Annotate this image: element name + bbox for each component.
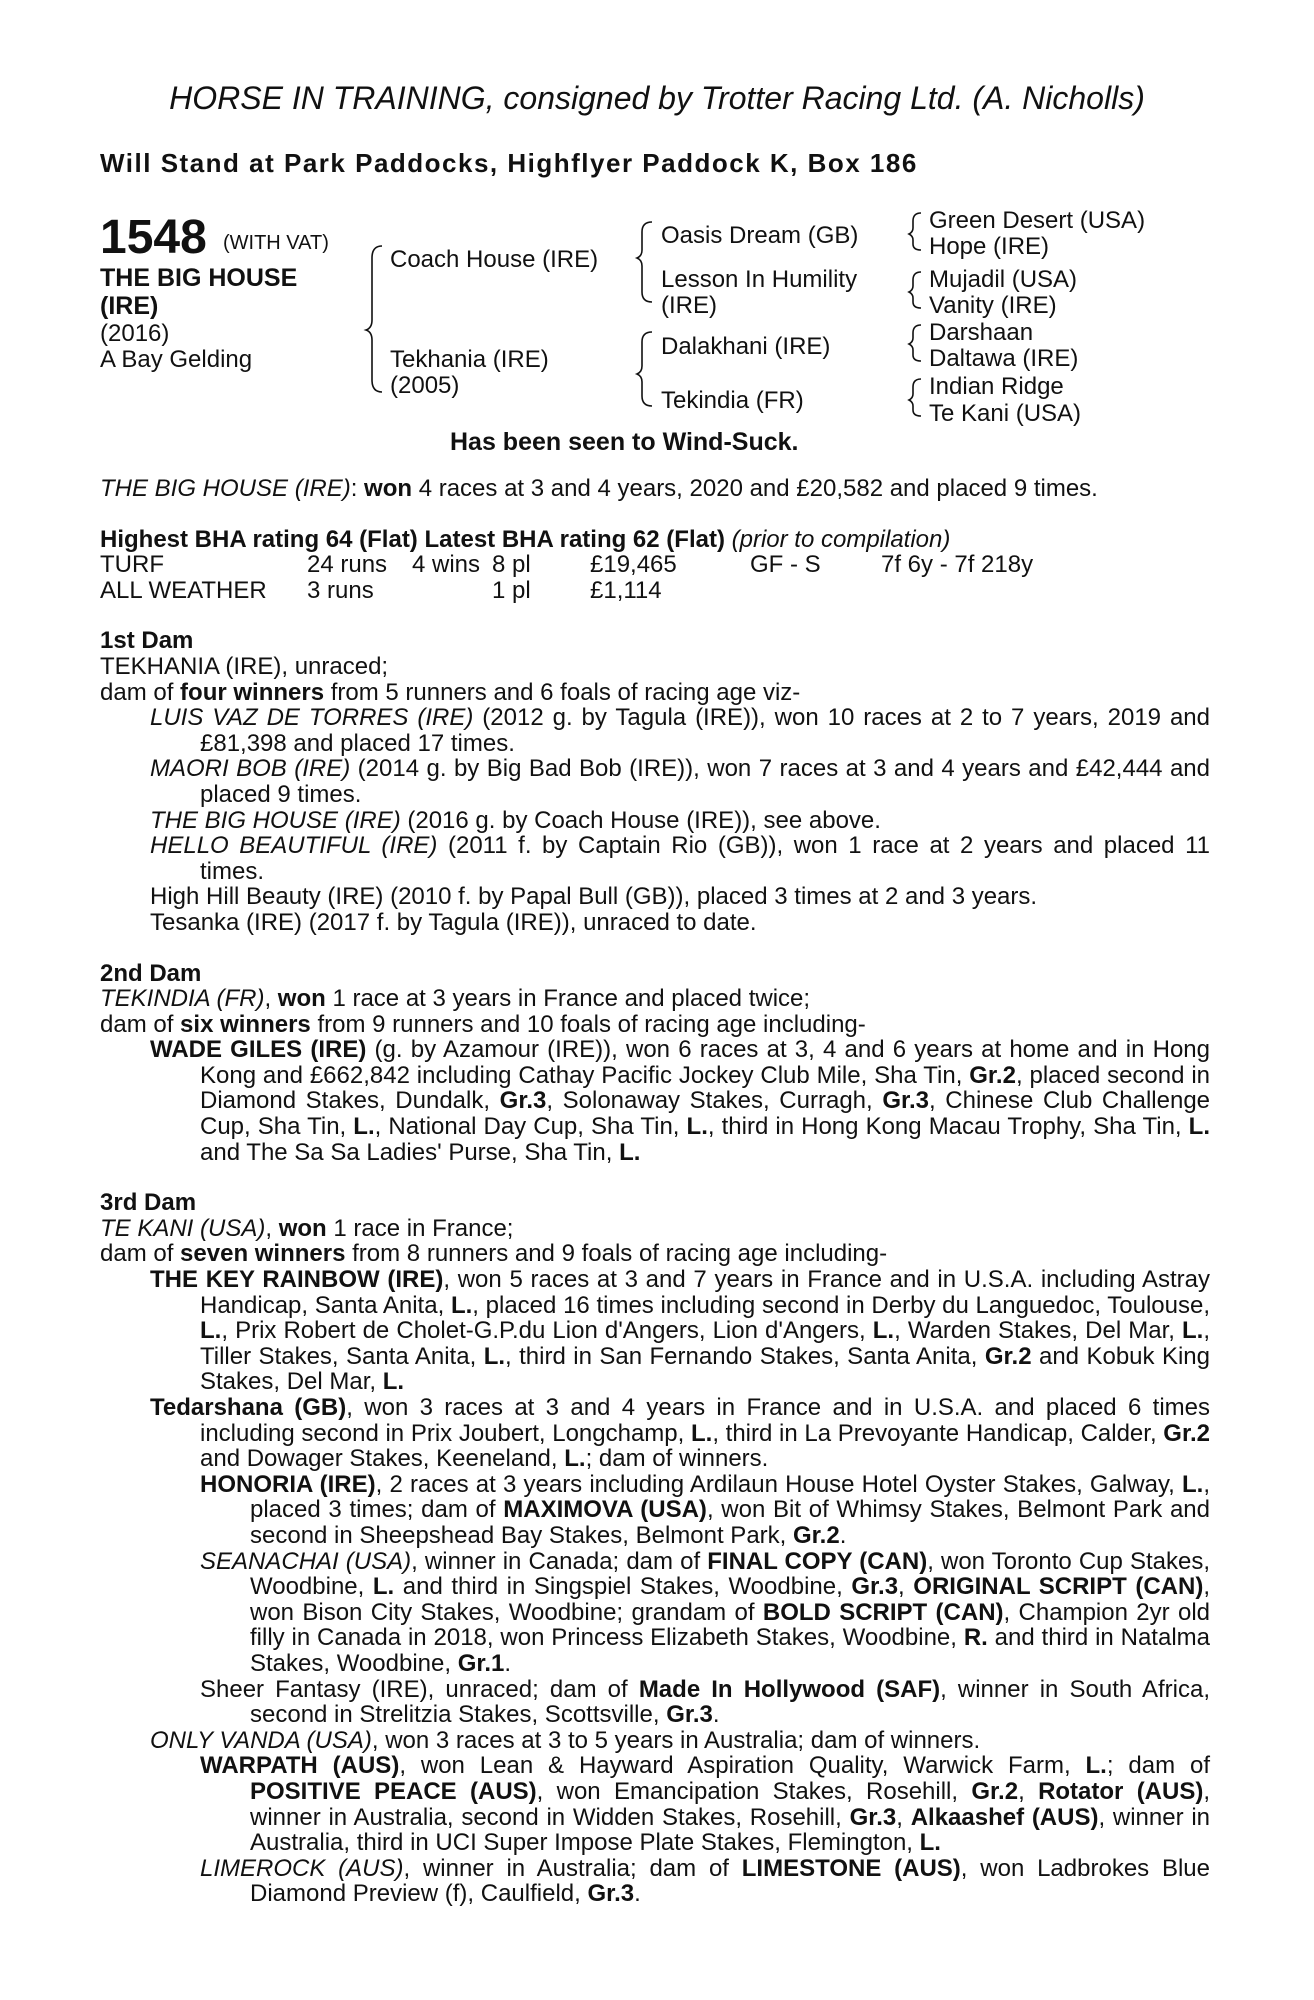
produce-entry: THE BIG HOUSE (IRE) (2016 g. by Coach House (IRE)), see above. xyxy=(150,806,881,834)
first-dam-line: TEKHANIA (IRE), unraced; xyxy=(100,652,389,680)
pedigree-g4: Vanity (IRE) xyxy=(929,292,1057,319)
produce-entry: HONORIA (IRE), 2 races at 3 years including Ardilaun House Hotel Oyster Stakes, Galway, L., placed 3 times; dam of MAXIMOVA (USA), won Bit of Whimsy Stakes, Belmont Park and second in Sheepshead Bay Stakes, Belmont Park, Gr.2. xyxy=(200,1470,1211,1549)
pedigree-dam: Tekhania (IRE) xyxy=(390,346,549,373)
race-summary: THE BIG HOUSE (IRE): won 4 races at 3 and 4 years, 2020 and £20,582 and placed 9 times. xyxy=(100,475,1098,502)
summary-name: THE BIG HOUSE (IRE) xyxy=(100,475,351,502)
lot-number: 1548 xyxy=(100,211,207,264)
pedigree-g7: Indian Ridge xyxy=(929,373,1064,400)
second-dam-produce: dam of six winners from 9 runners and 10 foals of racing age including- xyxy=(100,1010,866,1038)
pedigree-sire-dam-suffix: (IRE) xyxy=(661,292,717,319)
horse-name: THE BIG HOUSE xyxy=(100,264,298,292)
pedigree-brackets xyxy=(0,0,1314,450)
horse-description: A Bay Gelding xyxy=(100,346,253,373)
first-dam-produce: dam of four winners from 5 runners and 6 foals of racing age viz- xyxy=(100,678,801,706)
pedigree-sire-sire: Oasis Dream (GB) xyxy=(661,222,859,249)
horse-year: (2016) xyxy=(100,320,170,347)
pedigree-g2: Hope (IRE) xyxy=(929,233,1050,260)
pedigree-dam-sire: Dalakhani (IRE) xyxy=(661,333,831,360)
produce-entry: High Hill Beauty (IRE) (2010 f. by Papal Bull (GB)), placed 3 times at 2 and 3 years. xyxy=(150,883,1038,911)
produce-entry: WADE GILES (IRE) (g. by Azamour (IRE)), won 6 races at 3, 4 and 6 years at home and in Hong Kong and £662,842 including Cathay Pacific Jockey Club Mile, Sha Tin, Gr.2, placed second in Diamond Stakes, Dundalk, Gr.3, Solonaway Stakes, Curragh, Gr.3, Chinese Club Challenge Cup, Sha Tin, L., National Day Cup, Sha Tin, L., third in Hong Kong Macau Trophy, Sha Tin, L. and The Sa Sa Ladies' Purse, Sha Tin, L. xyxy=(150,1036,1211,1166)
produce-entry: HELLO BEAUTIFUL (IRE) (2011 f. by Captain Rio (GB)), won 1 race at 2 years and placed 11 times. xyxy=(150,832,1211,885)
pedigree-dam-year: (2005) xyxy=(390,372,460,399)
third-dam-heading: 3rd Dam xyxy=(100,1189,197,1217)
pedigree-dam-dam: Tekindia (FR) xyxy=(661,387,804,414)
produce-entry: THE KEY RAINBOW (IRE), won 5 races at 3 and 7 years in France and in U.S.A. including Astray Handicap, Santa Anita, L., placed 16 times including second in Derby du Languedoc, Toulouse, L., Prix Robert de Cholet-G.P.du Lion d'Angers, Lion d'Angers, L., Warden Stakes, Del Mar, L., Tiller Stakes, Santa Anita, L., third in San Fernando Stakes, Santa Anita, Gr.2 and Kobuk King Stakes, Del Mar, L. xyxy=(150,1266,1211,1396)
produce-entry: Tesanka (IRE) (2017 f. by Tagula (IRE)), unraced to date. xyxy=(150,908,757,936)
stand-location: Will Stand at Park Paddocks, Highflyer Paddock K, Box 186 xyxy=(100,148,918,178)
produce-entry: LIMEROCK (AUS), winner in Australia; dam of LIMESTONE (AUS), won Ladbrokes Blue Diamond Preview (f), Caulfield, Gr.3. xyxy=(200,1854,1211,1908)
rating-heading: Highest BHA rating 64 (Flat) Latest BHA rating 62 (Flat) (prior to compilation) xyxy=(100,525,951,553)
third-dam-produce: dam of seven winners from 8 runners and 9 foals of racing age including- xyxy=(100,1240,888,1268)
third-dam-line: TE KANI (USA), won 1 race in France; xyxy=(100,1214,514,1242)
pedigree-sire-dam: Lesson In Humility xyxy=(661,266,858,293)
pedigree-g8: Te Kani (USA) xyxy=(929,400,1082,427)
produce-entry: ONLY VANDA (USA), won 3 races at 3 to 5 years in Australia; dam of winners. xyxy=(150,1726,981,1754)
turf-record: TURF 24 runs 4 wins 8 pl £19,465 GF - S 7f 6y - 7f 218y xyxy=(100,551,1034,579)
catalogue-body xyxy=(100,476,1210,1907)
produce-entry: Sheer Fantasy (IRE), unraced; dam of Made In Hollywood (SAF), winner in South Africa, second in Strelitzia Stakes, Scottsville, Gr.3. xyxy=(200,1675,1210,1729)
first-dam-heading: 1st Dam xyxy=(100,627,194,655)
all-weather-record: ALL WEATHER 3 runs 1 pl £1,114 xyxy=(100,576,662,604)
second-dam-heading: 2nd Dam xyxy=(100,959,202,987)
produce-entry: MAORI BOB (IRE) (2014 g. by Big Bad Bob (IRE)), won 7 races at 3 and 4 years and £42,444 and placed 9 times. xyxy=(150,755,1211,808)
pedigree-g1: Green Desert (USA) xyxy=(929,207,1146,234)
vat-note: (WITH VAT) xyxy=(223,232,329,254)
produce-entry: LUIS VAZ DE TORRES (IRE) (2012 g. by Tagula (IRE)), won 10 races at 2 to 7 years, 2019 and £81,398 and placed 17 times. xyxy=(150,704,1210,757)
produce-entry: WARPATH (AUS), won Lean & Hayward Aspiration Quality, Warwick Farm, L.; dam of POSITIVE PEACE (AUS), won Emancipation Stakes, Rosehill, Gr.2, Rotator (AUS), winner in Australia, second in Widden Stakes, Rosehill, Gr.3, Alkaashef (AUS), winner in Australia, third in UCI Super Impose Plate Stakes, Flemington, L. xyxy=(200,1752,1211,1857)
pedigree-g5: Darshaan xyxy=(929,319,1034,346)
horse-name-suffix: (IRE) xyxy=(100,292,159,320)
second-dam-line: TEKINDIA (FR), won 1 race at 3 years in France and placed twice; xyxy=(100,985,811,1013)
produce-entry: Tedarshana (GB), won 3 races at 3 and 4 years in France and in U.S.A. and placed 6 times including second in Prix Joubert, Longchamp, L., third in La Prevoyante Handicap, Calder, Gr.2 and Dowager Stakes, Keeneland, L.; dam of winners. xyxy=(150,1394,1210,1473)
catalogue-header: HORSE IN TRAINING, consigned by Trotter Racing Ltd. (A. Nicholls) xyxy=(169,80,1145,116)
pedigree-g6: Daltawa (IRE) xyxy=(929,345,1079,372)
pedigree-sire: Coach House (IRE) xyxy=(390,246,599,273)
pedigree-g3: Mujadil (USA) xyxy=(929,266,1078,293)
produce-entry: SEANACHAI (USA), winner in Canada; dam of FINAL COPY (CAN), won Toronto Cup Stakes, Woodbine, L. and third in Singspiel Stakes, Woodbine, Gr.3, ORIGINAL SCRIPT (CAN), won Bison City Stakes, Woodbine; grandam of BOLD SCRIPT (CAN), Champion 2yr old filly in Canada in 2018, won Princess Elizabeth Stakes, Woodbine, R. and third in Natalma Stakes, Woodbine, Gr.1. xyxy=(200,1547,1211,1677)
wind-suck-notice: Has been seen to Wind-Suck. xyxy=(450,428,799,456)
